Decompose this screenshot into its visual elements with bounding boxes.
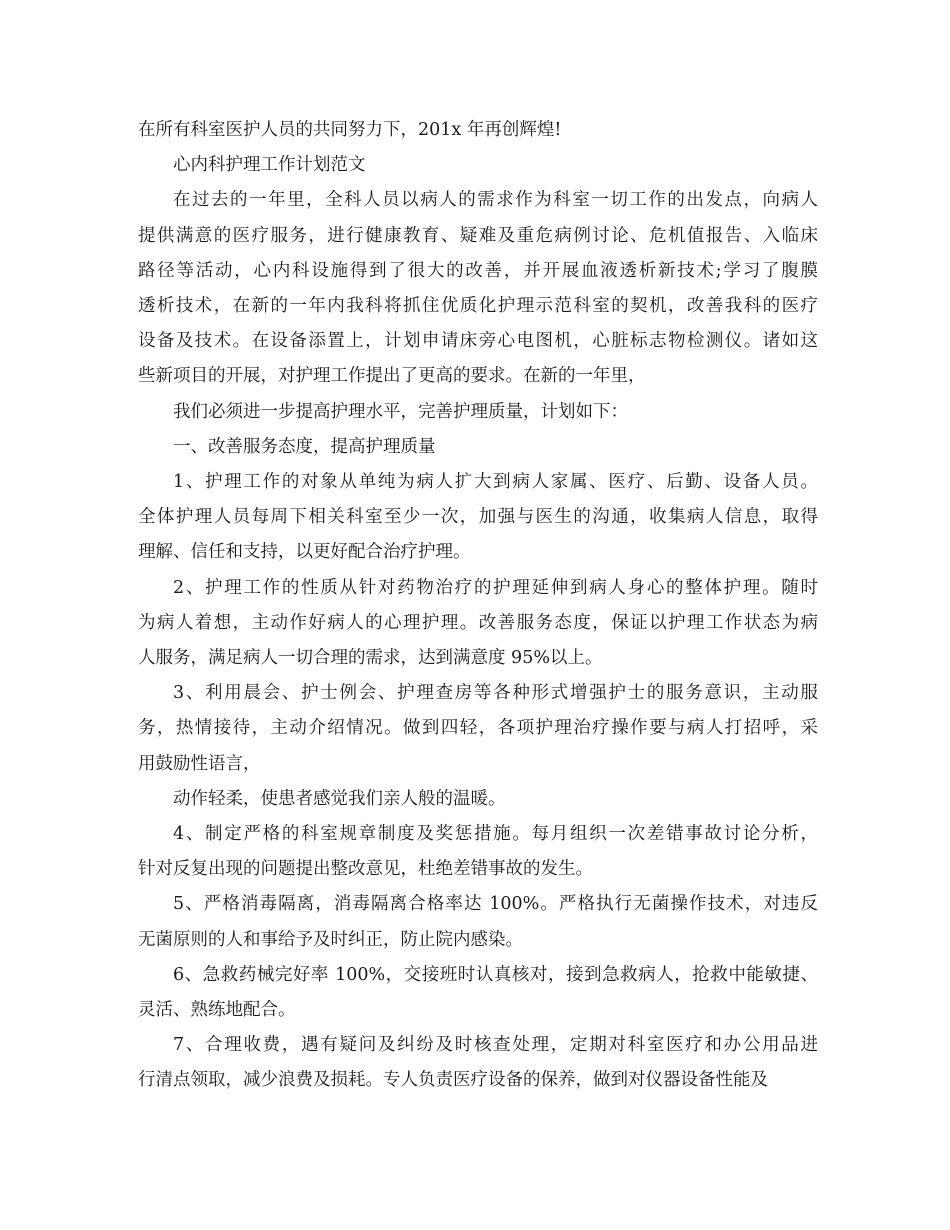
text-line: 路径等活动，心内科设施得到了很大的改善，并开展血液透析新技术;学习了腹膜	[138, 260, 818, 281]
paragraph	[138, 148, 818, 183]
paragraph	[138, 676, 818, 782]
text-line: 动作轻柔，使患者感觉我们亲人般的温暖。	[173, 788, 506, 809]
paragraph	[138, 1028, 818, 1098]
text-line: 设备及技术。在设备添置上，计划申请床旁心电图机，心脏标志物检测仪。诸如这	[138, 331, 818, 352]
text-line: 透析技术，在新的一年内我科将抓住优质化护理示范科室的契机，改善我科的医疗	[138, 296, 818, 317]
paragraph	[138, 183, 818, 394]
paragraph	[138, 817, 818, 887]
text-line: 提供满意的医疗服务，进行健康教育、疑难及重危病例讨论、危机值报告、入临床	[138, 225, 818, 246]
paragraph	[138, 887, 818, 957]
text-line: 针对反复出现的问题提出整改意见，杜绝差错事故的发生。	[138, 859, 593, 880]
paragraph	[138, 571, 818, 677]
text-line: 我们必须进一步提高护理水平，完善护理质量，计划如下：	[173, 401, 628, 422]
text-line: 2、护理工作的性质从针对药物治疗的护理延伸到病人身心的整体护理。随时	[173, 577, 818, 598]
text-line: 些新项目的开展，对护理工作提出了更高的要求。在新的一年里，	[138, 366, 646, 387]
text-line: 5、严格消毒隔离，消毒隔离合格率达 100%。严格执行无菌操作技术，对违反	[173, 894, 818, 915]
text-line: 灵活、熟练地配合。	[138, 1000, 296, 1021]
paragraph	[138, 113, 818, 148]
text-line: 心内科护理工作计划范文	[173, 155, 366, 176]
text-line: 无菌原则的人和事给予及时纠正，防止院内感染。	[138, 929, 523, 950]
text-line: 用鼓励性语言，	[138, 753, 261, 774]
text-line: 4、制定严格的科室规章制度及奖惩措施。每月组织一次差错事故讨论分析，	[173, 824, 818, 845]
text-line: 人服务，满足病人一切合理的需求，达到满意度 95%以上。	[138, 648, 603, 669]
text-line: 行清点领取，减少浪费及损耗。专人负责医疗设备的保养，做到对仪器设备性能及	[138, 1070, 768, 1091]
text-line: 1、护理工作的对象从单纯为病人扩大到病人家属、医疗、后勤、设备人员。	[173, 472, 818, 493]
text-line: 全体护理人员每周下相关科室至少一次，加强与医生的沟通，收集病人信息，取得	[138, 507, 818, 528]
text-line: 一、改善服务态度，提高护理质量	[173, 436, 436, 457]
paragraph	[138, 465, 818, 571]
text-line: 为病人着想，主动作好病人的心理护理。改善服务态度，保证以护理工作状态为病	[138, 612, 818, 633]
text-line: 在所有科室医护人员的共同努力下，201x 年再创辉煌!	[138, 120, 562, 140]
paragraph	[138, 395, 818, 430]
paragraph	[138, 958, 818, 1028]
text-line: 3、利用晨会、护士例会、护理查房等各种形式增强护士的服务意识，主动服	[173, 683, 818, 704]
paragraph	[138, 430, 818, 465]
text-line: 理解、信任和支持，以更好配合治疗护理。	[138, 542, 471, 563]
paragraph	[138, 782, 818, 817]
text-line: 6、急救药械完好率 100%，交接班时认真核对，接到急救病人，抢救中能敏捷、	[173, 964, 818, 985]
text-line: 在过去的一年里，全科人员以病人的需求作为科室一切工作的出发点，向病人	[173, 190, 818, 211]
document-body	[138, 113, 818, 1099]
text-line: 务，热情接待，主动介绍情况。做到四轻，各项护理治疗操作要与病人打招呼，采	[138, 718, 818, 739]
text-line: 7、合理收费，遇有疑问及纠纷及时核查处理，定期对科室医疗和办公用品进	[173, 1035, 818, 1056]
